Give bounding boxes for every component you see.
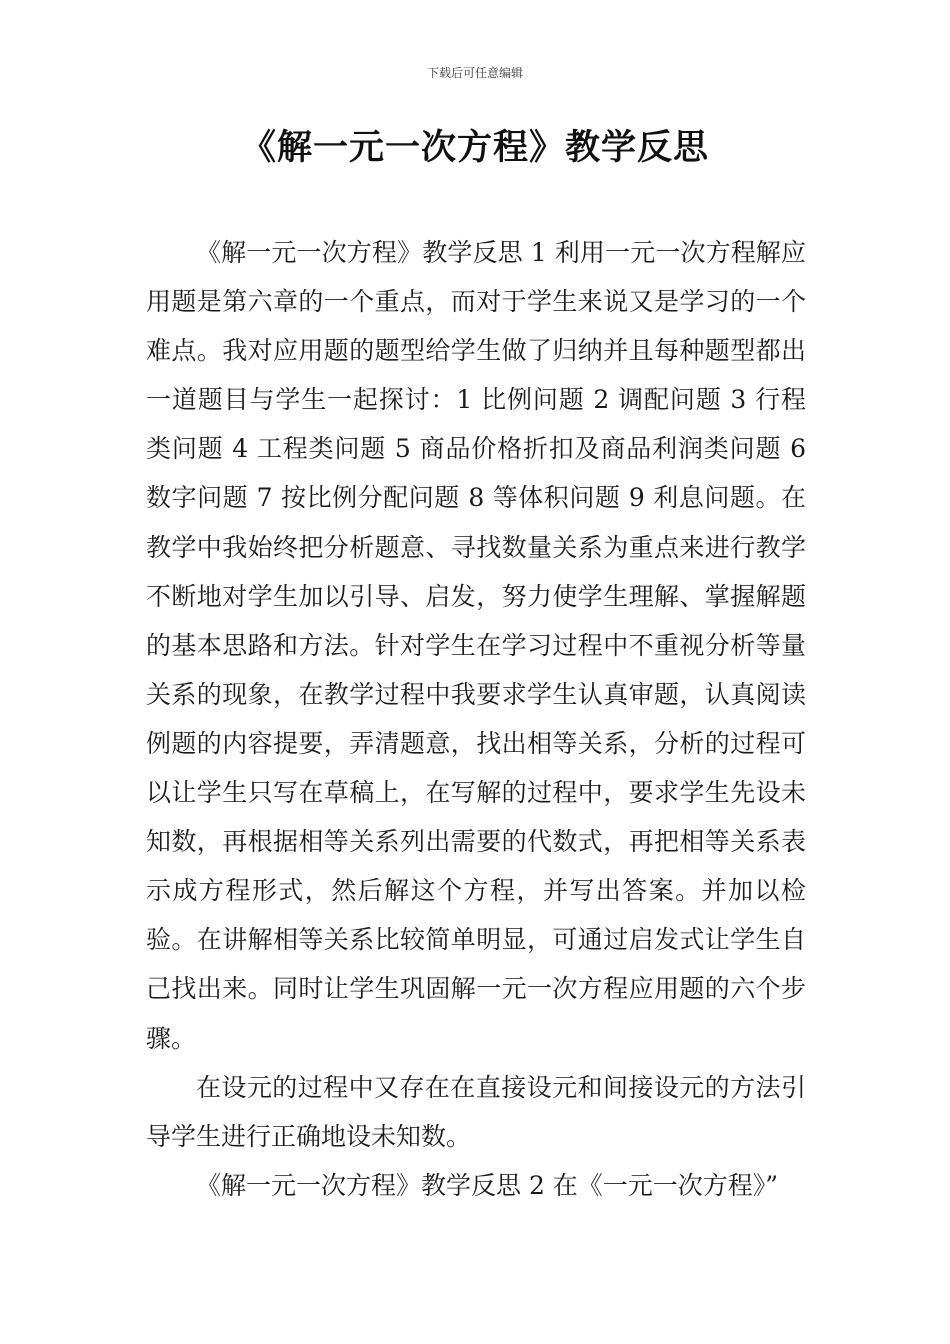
paragraph-1: 《解一元一次方程》教学反思 1 利用一元一次方程解应用题是第六章的一个重点，而对于学生来说又是学习的一个难点。我对应用题的题型给学生做了归纳并且每种题型都出一道题目与学生一起探讨：1 比例问题 2 调配问题 3 行程类问题 4 工程类问题 5 商品价格折扣及商品利润类问题 6 数字问题 7 按比例分配问题 8 等体积问题 9 利息问题。在教学中我始终把分析题意、寻找数量关系为重点来进行教学不断地对学生加以引导、启发，努力使学生理解、掌握解题的基本思路和方法。针对学生在学习过程中不重视分析等量关系的现象，在教学过程中我要求学生认真审题，认真阅读例题的内容提要，弄清题意，找出相等关系，分析的过程可以让学生只写在草稿上，在写解的过程中，要求学生先设未知数，再根据相等关系列出需要的代数式，再把相等关系表示成方程形式，然后解这个方程，并写出答案。并加以检验。在讲解相等关系比较简单明显，可通过启发式让学生自己找出来。同时让学生巩固解一元一次方程应用题的六个步骤。 <box>146 238 806 1053</box>
page-header: 下载后可任意编辑 <box>426 66 523 80</box>
document-body <box>146 228 806 1210</box>
paragraph-3: 《解一元一次方程》教学反思 2 在《一元一次方程》” <box>196 1170 779 1200</box>
document-title: 《解一元一次方程》教学反思 <box>240 128 709 168</box>
paragraph-2: 在设元的过程中又存在在直接设元和间接设元的方法引导学生进行正确地设未知数。 <box>146 1072 806 1151</box>
